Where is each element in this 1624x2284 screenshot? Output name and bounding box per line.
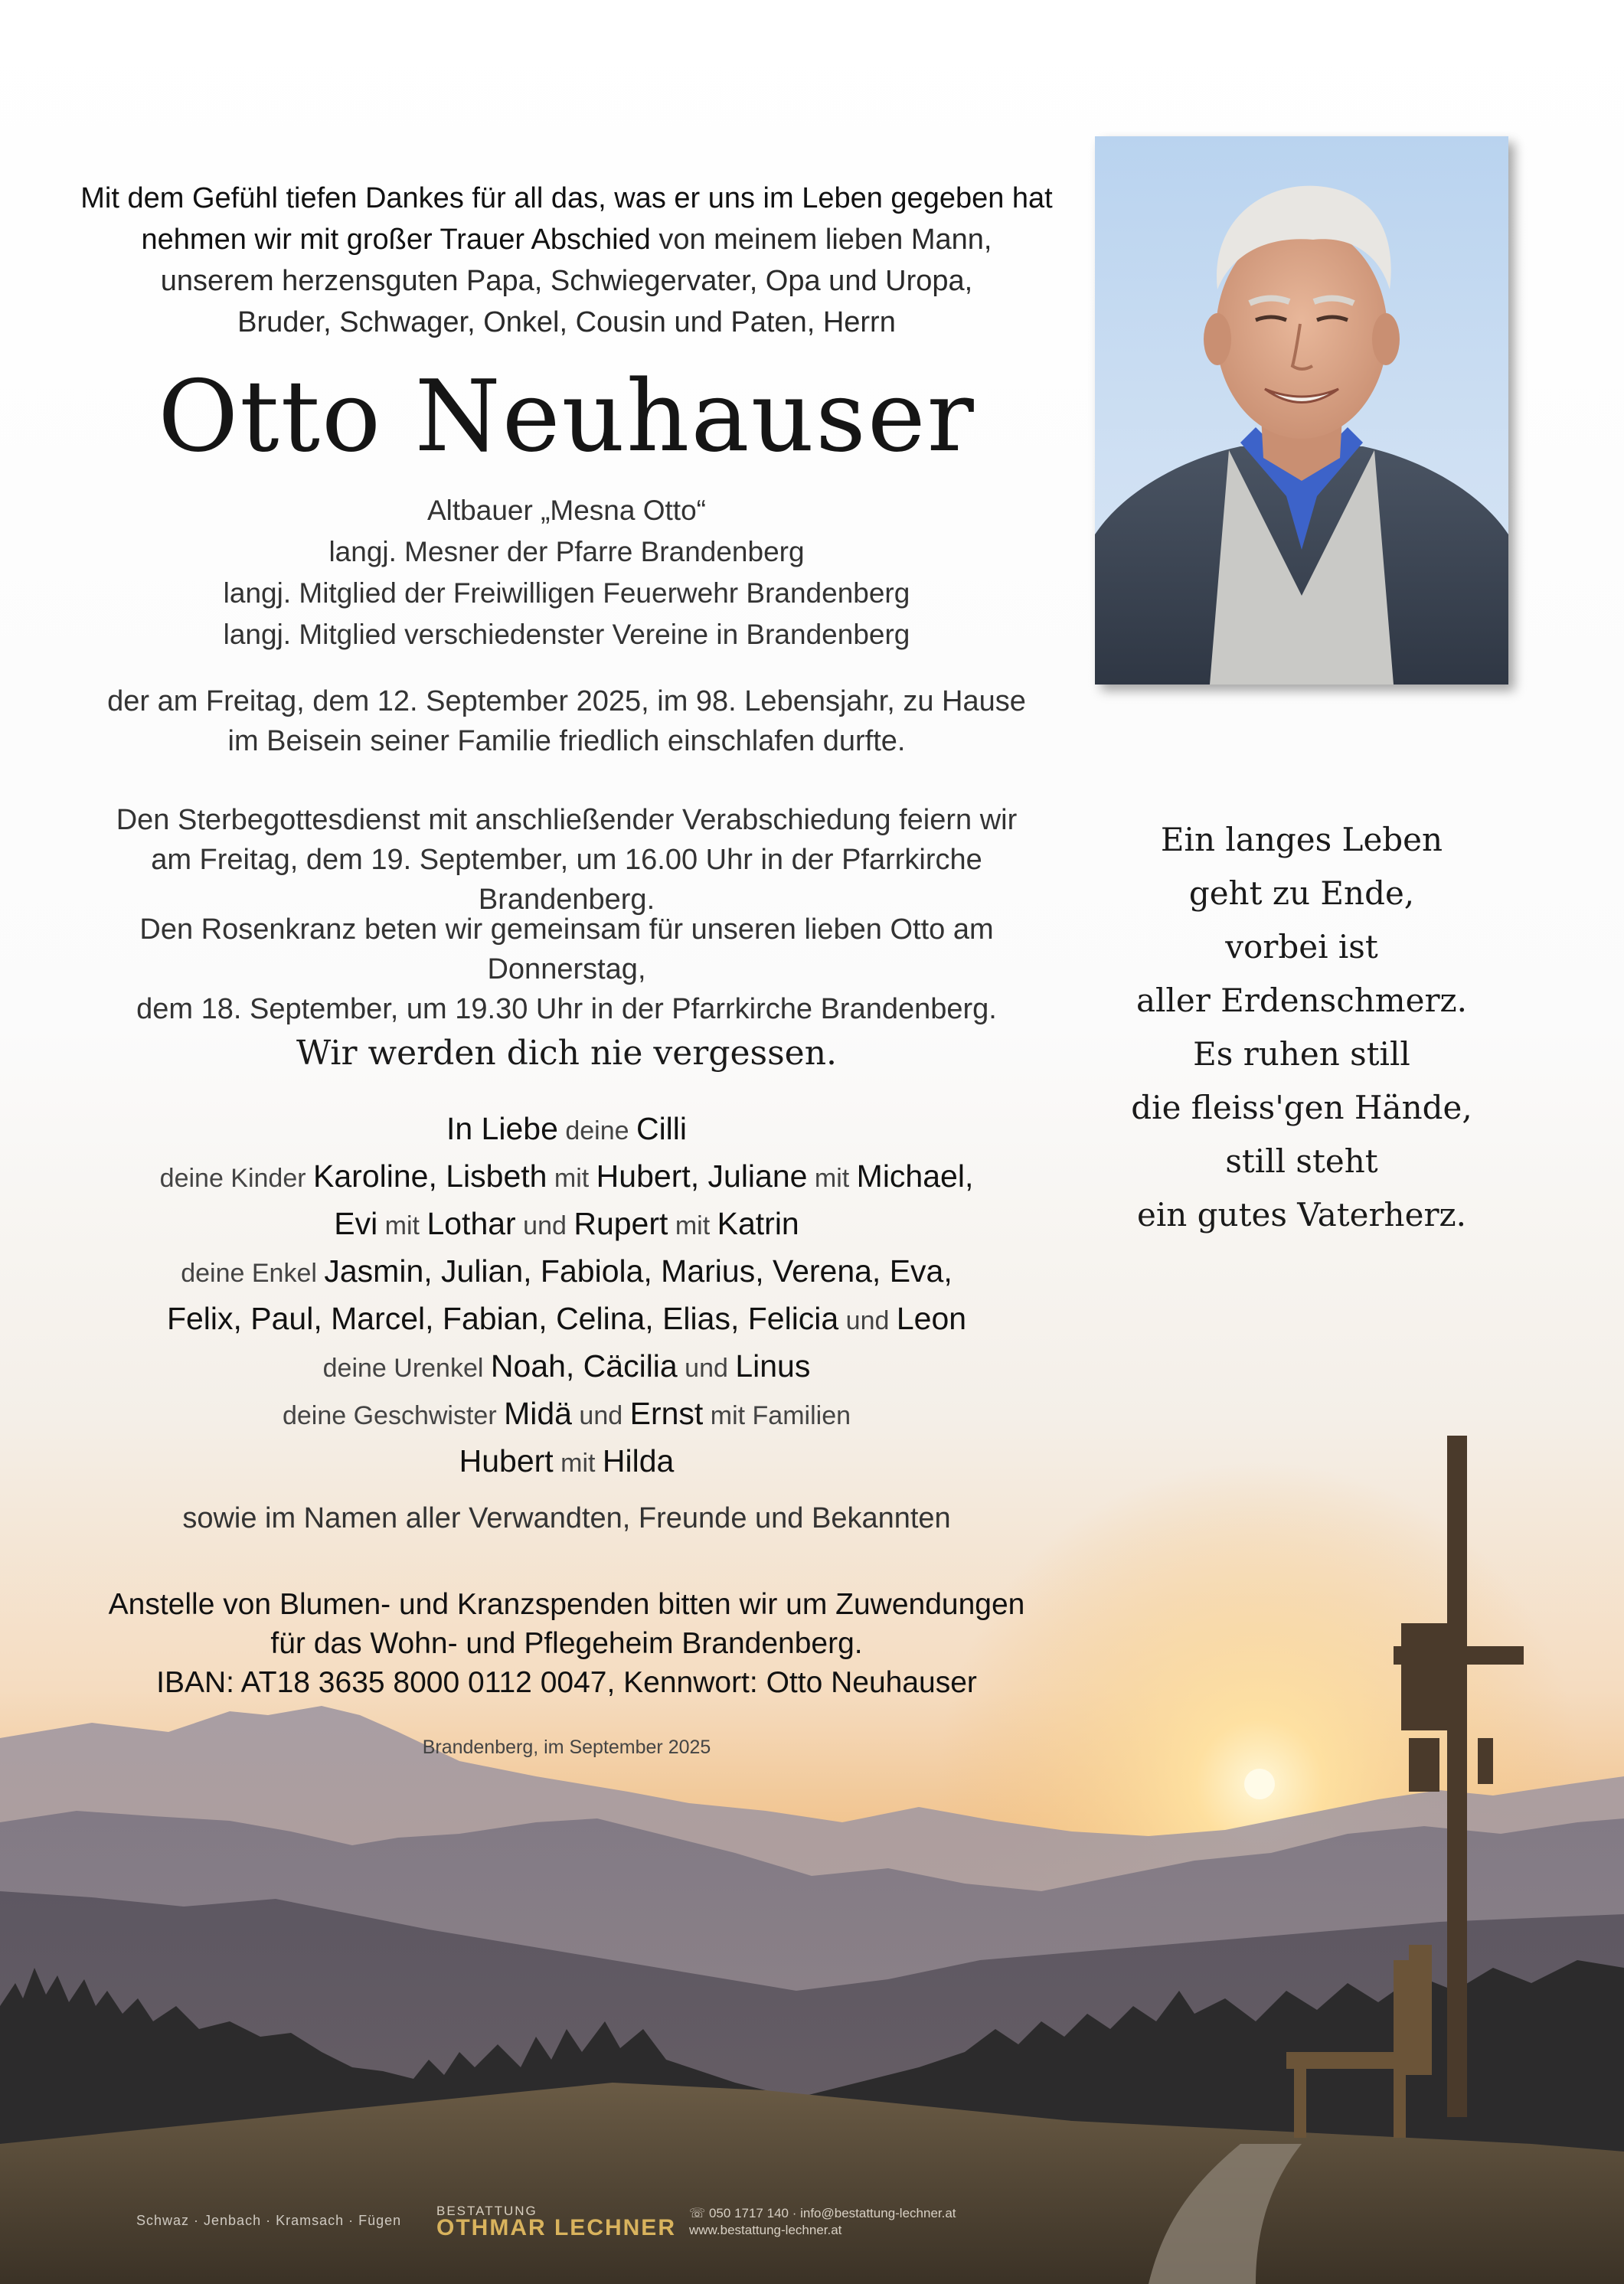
poem-line: still steht: [1225, 1142, 1378, 1180]
family-name: Lothar: [426, 1206, 516, 1241]
rosary-notice: [61, 910, 1072, 1029]
family-name: Evi: [334, 1206, 378, 1241]
intro-line-2-strong: nehmen wir mit großer Trauer Abschied: [141, 224, 651, 256]
footer-phone-email: ☏ 050 1717 140 · info@bestattung-lechner.at: [689, 2206, 956, 2220]
family-connector: mit: [547, 1164, 596, 1193]
poem-line: die fleiss'gen Hände,: [1131, 1089, 1472, 1126]
poem-line: aller Erdenschmerz.: [1135, 982, 1468, 1019]
donation-line-2: für das Wohn- und Pflegeheim Brandenberg.: [270, 1627, 863, 1660]
family-connector: und: [838, 1306, 897, 1335]
family-name: Linus: [735, 1348, 811, 1384]
title-line: langj. Mitglied der Freiwilligen Feuerwehr Brandenberg: [223, 577, 910, 609]
family-connector: deine Enkel: [181, 1259, 325, 1288]
family-line: [61, 1201, 1072, 1249]
title-line: Altbauer „Mesna Otto“: [427, 495, 706, 526]
footer-locations: Schwaz · Jenbach · Kramsach · Fügen: [136, 2213, 402, 2228]
motto: Wir werden dich nie vergessen.: [296, 1034, 838, 1073]
family-connector: und: [677, 1354, 736, 1383]
family-name: Leon: [896, 1301, 967, 1336]
poem-line: geht zu Ende,: [1188, 874, 1415, 912]
family-line: [61, 1154, 1072, 1201]
poem: [1110, 813, 1493, 1242]
family-connector: deine Urenkel: [322, 1354, 491, 1383]
funeral-line-2: am Freitag, dem 19. September, um 16.00 Uhr in der Pfarrkirche Brandenberg.: [151, 844, 982, 916]
family-connector: deine: [557, 1116, 636, 1145]
footer-brand-label: BESTATTUNG: [436, 2204, 538, 2218]
family-name: Jasmin, Julian, Fabiola, Marius, Verena, Eva,: [324, 1253, 953, 1289]
family-name: Hubert: [459, 1443, 554, 1479]
family-name: Rupert: [573, 1206, 668, 1241]
footer-website: www.bestattung-lechner.at: [689, 2223, 842, 2237]
intro-line-1: Mit dem Gefühl tiefen Dankes für all das, was er uns im Leben gegeben hat: [80, 182, 1053, 214]
family-name: Hilda: [602, 1443, 675, 1479]
family-name: Ernst: [629, 1396, 704, 1431]
family-name: Katrin: [717, 1206, 799, 1241]
intro-text: [61, 178, 1072, 343]
family-line: [61, 1106, 1072, 1154]
portrait-illustration: [1095, 136, 1508, 685]
family-connector: und: [571, 1401, 630, 1430]
family-connector: mit: [807, 1164, 857, 1193]
family-list: [61, 1106, 1072, 1486]
poem-line: Ein langes Leben: [1160, 821, 1443, 858]
family-name: Hubert, Juliane: [596, 1158, 808, 1194]
family-text: In Liebe: [446, 1111, 558, 1146]
rosary-line-1: Den Rosenkranz beten wir gemeinsam für unseren lieben Otto am Donnerstag,: [139, 913, 994, 985]
funeral-line-1: Den Sterbegottesdienst mit anschließender Verabschiedung feiern wir: [116, 804, 1018, 836]
family-line: [61, 1249, 1072, 1296]
rosary-line-2: dem 18. September, um 19.30 Uhr in der Pfarrkirche Brandenberg.: [136, 993, 997, 1025]
death-line-1: der am Freitag, dem 12. September 2025, im 98. Lebensjahr, zu Hause: [107, 685, 1026, 717]
poem-line: Es ruhen still: [1193, 1035, 1410, 1073]
family-line: [61, 1391, 1072, 1439]
family-connector: mit: [668, 1211, 717, 1240]
family-connector: deine Geschwister: [282, 1401, 505, 1430]
family-connector: deine Kinder: [159, 1164, 314, 1193]
family-connector: mit: [553, 1449, 603, 1478]
family-name: Michael,: [856, 1158, 974, 1194]
poem-line: ein gutes Vaterherz.: [1136, 1196, 1467, 1233]
deceased-name: Otto Neuhauser: [158, 360, 975, 474]
footer-brand-name: OTHMAR LECHNER: [436, 2215, 676, 2240]
family-connector: mit Familien: [703, 1401, 851, 1430]
family-connector: mit: [377, 1211, 427, 1240]
family-name: Karoline, Lisbeth: [313, 1158, 547, 1194]
family-connector: und: [515, 1211, 574, 1240]
portrait-photo: [1095, 136, 1508, 685]
family-line: [61, 1439, 1072, 1486]
family-line: [61, 1296, 1072, 1344]
family-name: Midä: [504, 1396, 572, 1431]
donation-iban: IBAN: AT18 3635 8000 0112 0047, Kennwort: Otto Neuhauser: [156, 1666, 977, 1699]
donation-line-1: Anstelle von Blumen- und Kranzspenden bitten wir um Zuwendungen: [108, 1588, 1025, 1621]
death-notice: [61, 681, 1072, 761]
family-line: [61, 1344, 1072, 1391]
family-name: Noah, Cäcilia: [490, 1348, 678, 1384]
family-name: Cilli: [636, 1111, 688, 1146]
intro-line-4: Bruder, Schwager, Onkel, Cousin und Paten, Herrn: [237, 306, 896, 338]
title-line: langj. Mitglied verschiedenster Vereine in Brandenberg: [223, 619, 910, 650]
family-name: Felix, Paul, Marcel, Fabian, Celina, Elias, Felicia: [166, 1301, 839, 1336]
intro-line-2: [61, 219, 1072, 260]
death-line-2: im Beisein seiner Familie friedlich einschlafen durfte.: [227, 725, 906, 757]
funeral-notice: [61, 800, 1072, 920]
title-line: langj. Mesner der Pfarre Brandenberg: [328, 536, 805, 567]
donation-request: [61, 1585, 1072, 1702]
footer-contact: [689, 2205, 956, 2239]
also-on-behalf: sowie im Namen aller Verwandten, Freunde und Bekannten: [182, 1502, 951, 1534]
deceased-titles: [61, 490, 1072, 655]
poem-line: vorbei ist: [1225, 928, 1378, 966]
intro-line-3: unserem herzensguten Papa, Schwiegervater, Opa und Uropa,: [160, 265, 973, 297]
intro-line-2-rest: von meinem lieben Mann,: [650, 224, 992, 256]
place-date: Brandenberg, im September 2025: [422, 1737, 711, 1758]
